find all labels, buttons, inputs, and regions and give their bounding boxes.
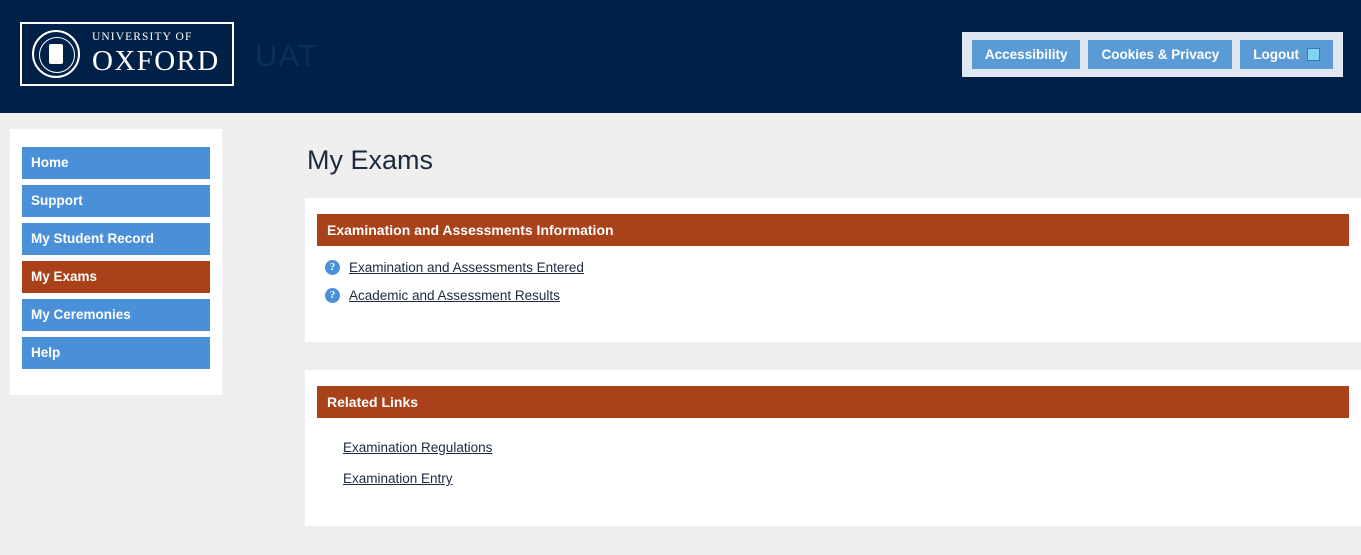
link-academic-and-assessment-results[interactable]: Academic and Assessment Results [349,288,560,303]
university-wordmark [92,32,220,76]
accessibility-button[interactable]: Accessibility [972,40,1081,69]
panel-body-related-links [317,418,1349,506]
list-item[interactable] [325,260,1341,275]
page-title: My Exams [307,145,434,175]
list-item[interactable] [343,471,1341,486]
panel-header-related-links: Related Links [317,386,1349,418]
help-circle-icon[interactable]: ? [325,288,340,303]
logout-button[interactable] [1240,40,1333,69]
link-examination-regulations[interactable]: Examination Regulations [343,440,493,455]
university-line-2: OXFORD [92,44,220,77]
panel-related-links [305,370,1361,526]
oxford-logo [20,22,234,86]
header-nav [962,32,1343,77]
sidebar-item-help[interactable]: Help [22,337,210,369]
list-item[interactable] [343,440,1341,455]
sidebar-item-my-ceremonies[interactable]: My Ceremonies [22,299,210,331]
main-content [305,113,1361,548]
sidebar-item-home[interactable]: Home [22,147,210,179]
help-circle-icon[interactable]: ? [325,260,340,275]
panel-header-exam-info: Examination and Assessments Information [317,214,1349,246]
cookies-privacy-button[interactable]: Cookies & Privacy [1088,40,1232,69]
environment-label: UAT [255,38,318,73]
university-line-1: UNIVERSITY OF [92,31,193,44]
sidebar-item-my-student-record[interactable]: My Student Record [22,223,210,255]
sidebar [10,129,222,395]
panel-body-exam-info [317,246,1349,322]
sidebar-item-support[interactable]: Support [22,185,210,217]
list-item[interactable] [325,288,1341,303]
panel-exam-assessment-information [305,198,1361,342]
sidebar-item-my-exams[interactable]: My Exams [22,261,210,293]
link-examination-entry[interactable]: Examination Entry [343,471,453,486]
site-header [0,0,1361,113]
link-examination-and-assessments-entered[interactable]: Examination and Assessments Entered [349,260,584,275]
oxford-crest-icon [32,30,80,78]
page-body [0,113,1361,555]
logout-label: Logout [1253,47,1299,62]
logout-icon [1307,48,1320,61]
